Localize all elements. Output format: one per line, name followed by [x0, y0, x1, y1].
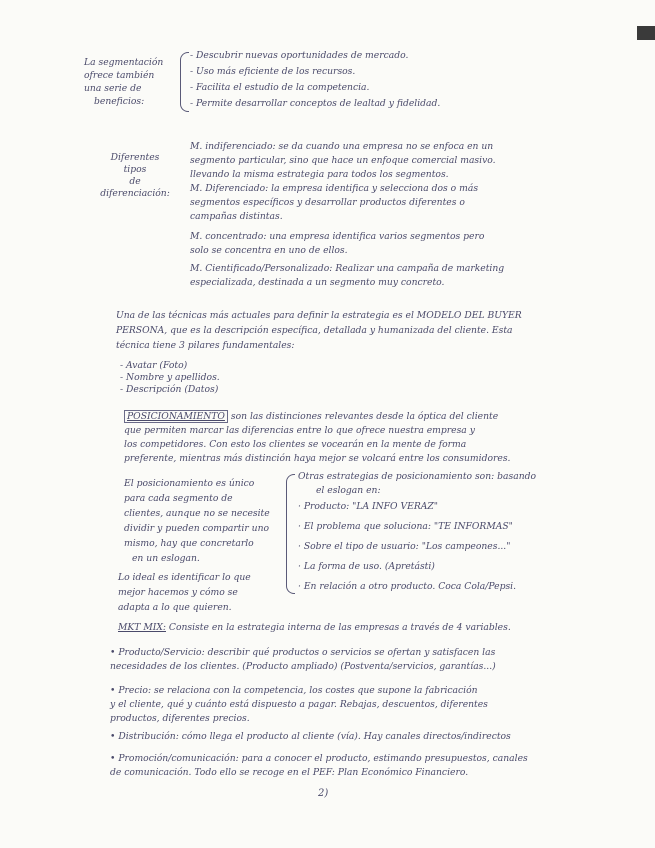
text-line: segmentos específicos y desarrollar productos diferentes o: [190, 197, 465, 208]
text-line: y el cliente, qué y cuánto está dispuesto a pagar. Rebajas, descuentos, diferentes: [110, 699, 488, 710]
text-line: preferente, mientras más distinción haya mejor se volcará entre los consumidores.: [124, 453, 511, 464]
text-line: el eslogan en:: [316, 485, 381, 496]
list-item: · Producto: "LA INFO VERAZ": [298, 501, 439, 512]
positioning-strategies: [298, 470, 536, 594]
mkt-mix-intro: [118, 622, 511, 634]
text-line: adapta a lo que quieren.: [118, 602, 232, 613]
page-number: 2): [318, 788, 329, 799]
text-line: especializada, destinada a un segmento muy concreto.: [190, 277, 445, 288]
list-item: - Uso más eficiente de los recursos.: [190, 66, 356, 77]
text-line: beneficios:: [94, 96, 145, 107]
text-line: clientes, aunque no se necesite: [124, 508, 270, 519]
text-line: una serie de: [84, 83, 142, 94]
text-line: M. Diferenciado: la empresa identifica y selecciona dos o más: [190, 183, 479, 194]
buyer-persona-paragraph: [116, 308, 522, 353]
text-line: de: [129, 176, 141, 187]
text-line: Diferentes: [110, 152, 160, 163]
text-line: • Producto/Servicio: describir qué productos o servicios se ofertan y satisfacen las: [110, 647, 496, 658]
dif-left-label: [100, 152, 170, 200]
mkt-mix-product: [110, 646, 496, 674]
list-item: - Facilita el estudio de la competencia.: [190, 82, 370, 93]
text-line: M. concentrado: una empresa identifica varios segmentos pero: [190, 231, 485, 242]
positioning-paragraph: [124, 410, 510, 466]
list-item: · Sobre el tipo de usuario: "Los campeones...": [298, 541, 511, 552]
text-line: diferenciación:: [100, 188, 170, 199]
list-item: - Nombre y apellidos.: [120, 372, 220, 383]
seg-left-label: [84, 56, 163, 108]
mkt-mix-price: [110, 684, 488, 726]
text-line: los competidores. Con esto los clientes se vocearán en la mente de forma: [124, 439, 467, 450]
list-item: · La forma de uso. (Apretásti): [298, 561, 435, 572]
buyer-persona-pillars: [120, 360, 220, 396]
text-line: que permiten marcar las diferencias entre lo que ofrece nuestra empresa y: [124, 425, 475, 436]
text-line: M. indiferenciado: se da cuando una empresa no se enfoca en un: [190, 141, 494, 152]
text-line: para cada segmento de: [124, 493, 233, 504]
text-line: solo se concentra en uno de ellos.: [190, 245, 348, 256]
text-line: PERSONA, que es la descripción específica, detallada y humanizada del cliente. Esta: [116, 325, 513, 336]
text-line: son las distinciones relevantes desde la óptica del cliente: [230, 411, 499, 422]
positioning-left-note: [124, 476, 270, 566]
text-line: técnica tiene 3 pilares fundamentales:: [116, 340, 295, 351]
positioning-ideal-note: [118, 570, 251, 615]
dif-item-1: [190, 140, 496, 182]
text-line: llevando la misma estrategia para todos los segmentos.: [190, 169, 449, 180]
seg-benefits-list: [190, 48, 440, 112]
text-line: dividir y pueden compartir uno: [124, 523, 270, 534]
text-line: • Promoción/comunicación: para a conocer el producto, estimando presupuestos, canales: [110, 753, 528, 764]
mkt-mix-distribution: [110, 730, 511, 744]
text-line: mismo, hay que concretarlo: [124, 538, 254, 549]
text-line: La segmentación: [84, 57, 164, 68]
text-line: • Precio: se relaciona con la competencia, los costes que supone la fabricación: [110, 685, 478, 696]
dif-item-4: [190, 262, 504, 290]
list-item: · En relación a otro producto. Coca Cola/Pepsi.: [298, 581, 517, 592]
text-line: necesidades de los clientes. (Producto ampliado) (Postventa/servicios, garantías...): [110, 661, 496, 672]
text-line: tipos: [123, 164, 147, 175]
list-item: - Descripción (Datos): [120, 384, 219, 395]
text-line: de comunicación. Todo ello se recoge en el PEF: Plan Económico Financiero.: [110, 767, 469, 778]
list-item: · El problema que soluciona: "TE INFORMAS": [298, 521, 513, 532]
brace: [180, 52, 189, 112]
text-line: Otras estrategias de posicionamiento son: basando: [298, 471, 537, 482]
mkt-mix-promotion: [110, 752, 528, 780]
text-line: El posicionamiento es único: [124, 478, 255, 489]
text-line: en un eslogan.: [132, 553, 200, 564]
list-item: - Descubrir nuevas oportunidades de mercado.: [190, 50, 409, 61]
text-line: M. Cientificado/Personalizado: Realizar una campaña de marketing: [190, 263, 505, 274]
text-line: campañas distintas.: [190, 211, 283, 222]
list-item: - Avatar (Foto): [120, 360, 188, 371]
text-line: segmento particular, sino que hace un enfoque comercial masivo.: [190, 155, 496, 166]
text-line: Consiste en la estrategia interna de las empresas a través de 4 variables.: [168, 622, 511, 633]
text-line: Una de las técnicas más actuales para definir la estrategia es el MODELO DEL BUYER: [116, 310, 522, 321]
list-item: - Permite desarrollar conceptos de lealtad y fidelidad.: [190, 98, 441, 109]
text-line: • Distribución: cómo llega el producto al cliente (vía). Hay canales directos/indirectos: [110, 731, 511, 742]
page-corner-mark: [637, 26, 655, 40]
dif-item-2: [190, 182, 478, 224]
text-line: mejor hacemos y cómo se: [118, 587, 238, 598]
brace: [286, 474, 295, 594]
text-line: productos, diferentes precios.: [110, 713, 250, 724]
text-line: ofrece también: [84, 70, 155, 81]
mkt-mix-heading: MKT MIX:: [118, 622, 166, 633]
positioning-heading: POSICIONAMIENTO: [124, 410, 228, 423]
text-line: Lo ideal es identificar lo que: [118, 572, 251, 583]
dif-item-3: [190, 230, 484, 258]
